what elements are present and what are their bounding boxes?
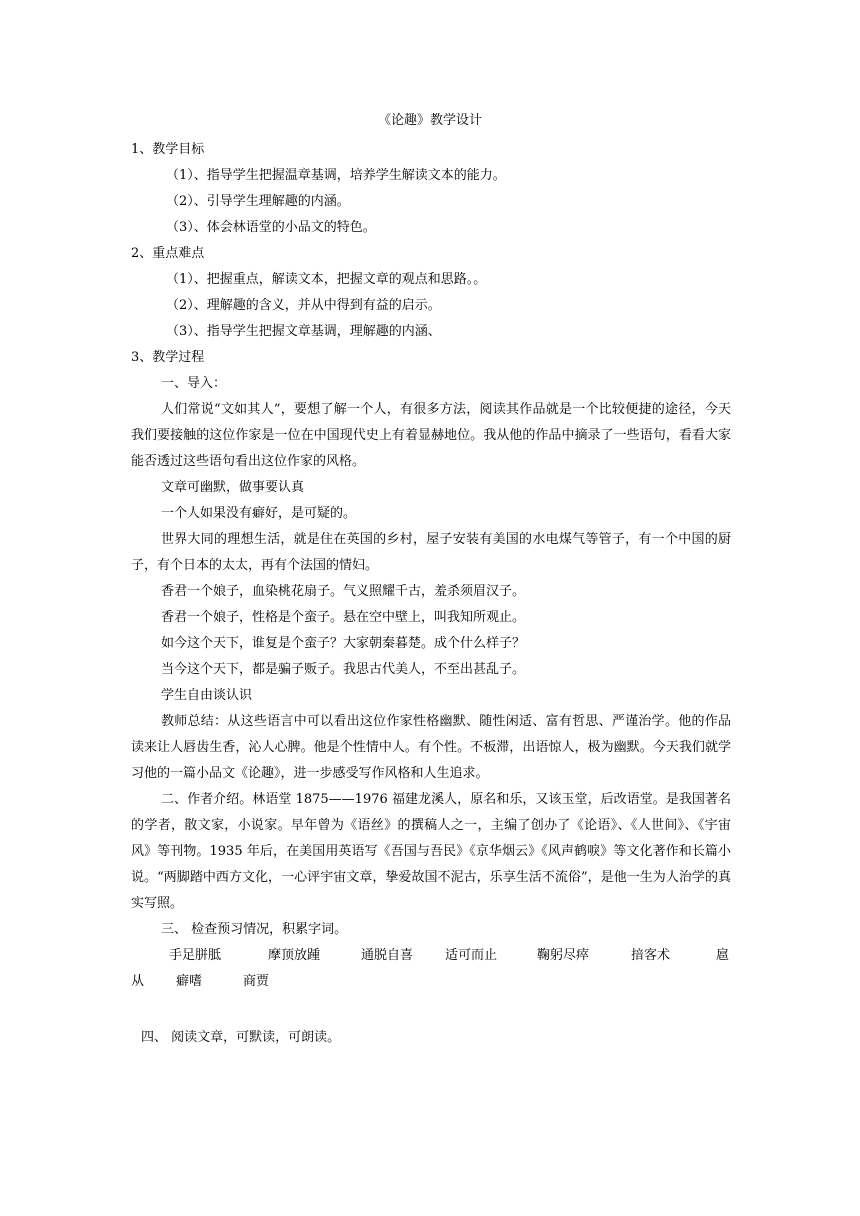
vocab-word: 通脱自喜 <box>361 948 414 963</box>
quote-paragraph: 世界大同的理想生活，就是住在英国的乡村，屋子安装有美国的水电煤气等管子，有一个中国的厨子，有个日本的太太，再有个法国的情妇。 <box>131 532 731 573</box>
quote-line: 当今这个天下，都是骗子贩子。我思古代美人，不至出甚乱子。 <box>161 662 526 677</box>
quote-line: 一个人如果没有癖好，是可疑的。 <box>161 506 357 521</box>
author-paragraph: 二、作者介绍。林语堂 1875——1976 福建龙溪人，原名和乐，又该玉堂，后改语堂。是我国著名的学者，散文家，小说家。早年曾为《语丝》的撰稿人之一，主编了创办了《论语》、《人世间》、《宇宙风》等刊物。1935 年后，在美国用英语写《吾国与吾民》《京华烟云》《风声鹤唳》等文化著作和长篇小说。“两脚踏中西方文化，一心评宇宙文章，挚爱故国不泥古，乐享生活不流俗”，是他一生为人治学的真实写照。 <box>131 792 731 911</box>
summary-paragraph: 教师总结：从这些语言中可以看出这位作家性格幽默、随性闲适、富有哲思、严谨治学。他的作品读来让人唇齿生香，沁人心脾。他是个性情中人。有个性。不板滞，出语惊人，极为幽默。今天我们就学习他的一篇小品文《论趣》，进一步感受写作风格和人生追求。 <box>131 714 731 781</box>
list-item: （3）、体会林语堂的小品文的特色。 <box>166 220 376 235</box>
paragraph: 人们常说“文如其人”，要想了解一个人，有很多方法，阅读其作品就是一个比较便捷的途径，今天我们要接触的这位作家是一位在中国现代史上有着显赫地位。我从他的作品中摘录了一些语句，看看大家能否透过这些语句看出这位作家的风格。 <box>131 402 731 469</box>
list-item: （2）、引导学生理解趣的内涵。 <box>166 194 350 209</box>
step-heading: 一、导入： <box>161 376 227 391</box>
section-heading: 3、教学过程 <box>131 350 205 365</box>
list-item: （3）、指导学生把握文章基调，理解趣的内涵、 <box>166 324 441 339</box>
quote-line: 文章可幽默，做事要认真 <box>161 480 305 495</box>
vocab-word: 适可而止 <box>445 948 498 963</box>
list-item: （1）、把握重点，解读文本，把握文章的观点和思路。。 <box>166 272 487 287</box>
quote-line: 香君一个娘子，性格是个蛮子。悬在空中壁上，叫我知所观止。 <box>161 610 526 625</box>
vocab-word: 鞠躬尽瘁 <box>537 948 590 963</box>
list-item: （1）、指导学生把握温章基调，培养学生解读文本的能力。 <box>166 168 506 183</box>
vocab-word: 扈 <box>716 948 730 963</box>
vocab-word: 商贾 <box>243 974 270 989</box>
quote-line: 如今这个天下，谁复是个蛮子？大家朝秦暮楚。成个什么样子？ <box>161 636 526 651</box>
blank-line <box>131 995 731 1025</box>
vocabulary-line <box>131 943 731 969</box>
document-title: 《论趣》教学设计 <box>377 113 482 128</box>
vocab-word: 揞客术 <box>631 948 671 963</box>
document-body <box>131 137 731 1051</box>
vocab-word: 手足胼胝 <box>169 948 222 963</box>
step-heading: 三、 检查预习情况，积累字词。 <box>161 922 348 937</box>
section-heading: 2、重点难点 <box>131 246 205 261</box>
vocab-word: 癖嗜 <box>176 974 203 989</box>
paragraph: 学生自由谈认识 <box>161 688 253 703</box>
vocabulary-line <box>131 969 731 995</box>
section-heading: 1、教学目标 <box>131 142 205 157</box>
vocab-word: 从 <box>131 974 145 989</box>
quote-line: 香君一个娘子，血染桃花扇子。气义照耀千古，羞杀须眉汉子。 <box>161 584 526 599</box>
step-heading: 四、 阅读文章，可默读，可朗读。 <box>141 1030 341 1045</box>
vocab-word: 摩顶放踵 <box>268 948 321 963</box>
list-item: （2）、理解趣的含义，并从中得到有益的启示。 <box>166 298 441 313</box>
